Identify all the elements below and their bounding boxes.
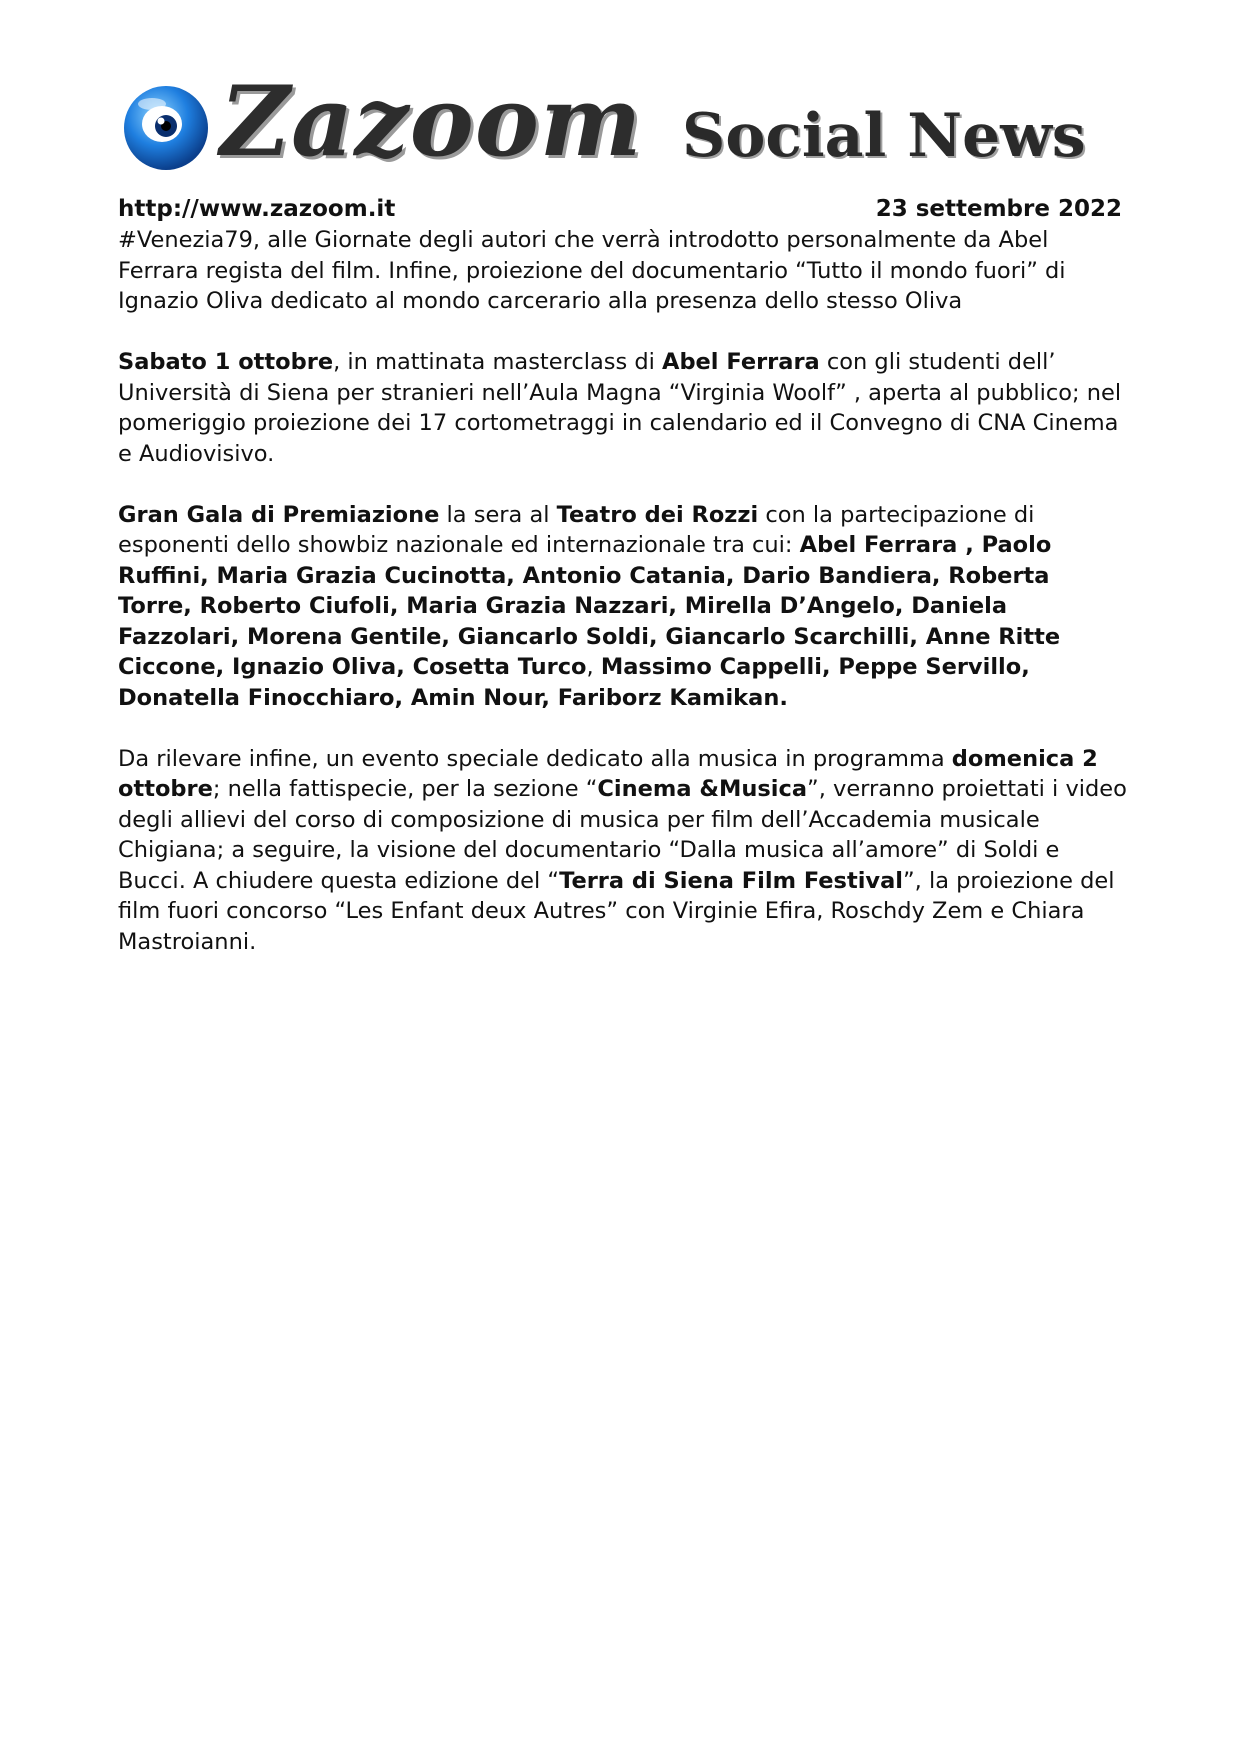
highlight-venue: Teatro dei Rozzi <box>556 501 759 528</box>
paragraph-gala <box>118 500 1128 714</box>
guest-list: Abel Ferrara , Paolo Ruffini, Maria Grazia Cucinotta, Antonio Catania, Dario Bandiera, Roberta Torre, Roberto Ciufoli, Maria Grazia Nazzari, Mirella D’Angelo, Daniela Fazzolari, Morena Gentile, Giancarlo Soldi, Giancarlo Scarchilli, Anne Ritte Ciccone, Ignazio Oliva, Cosetta Turco <box>118 532 1061 680</box>
logo-wordmark: Zazoom <box>220 65 643 178</box>
paragraph-text: , in mattinata masterclass di <box>333 349 663 375</box>
source-url: http://www.zazoom.it <box>118 196 396 222</box>
paragraph-text: con la partecipazione di esponenti dello showbiz nazionale ed internazionale tra cui: <box>118 501 1035 558</box>
paragraph-text: ; nella fattispecie, per la sezione “ <box>212 776 598 802</box>
masthead-logo <box>122 65 1122 178</box>
highlight-date: domenica 2 ottobre <box>118 745 1098 802</box>
paragraph-musica <box>118 744 1128 958</box>
logo-tagline: Social News <box>682 101 1086 171</box>
highlight-festival: Terra di Siena Film Festival <box>559 867 903 894</box>
publication-date: 23 settembre 2022 <box>875 196 1122 222</box>
highlight-section: Cinema &Musica <box>597 776 808 802</box>
guest-list: Massimo Cappelli, Peppe Servillo, Donatella Finocchiaro, Amin Nour, Fariborz Kamikan. <box>118 654 1030 711</box>
highlight-event: Gran Gala di Premiazione <box>118 501 440 528</box>
paragraph-text: ”, verranno proiettati i video degli allievi del corso di composizione di musica per film dell’Accademia musicale Chigiana; a seguire, la visione del documentario “Dalla musica all’amore” di Soldi e Bucci. A chiudere questa edizione del “ <box>118 776 1127 894</box>
paragraph-sabato <box>118 347 1128 469</box>
paragraph-venezia: #Venezia79, alle Giornate degli autori che verrà introdotto personalmente da Abel Ferrara regista del film. Infine, proiezione del documentario “Tutto il mondo fuori” di Ignazio Oliva dedicato al mondo carcerario alla presenza dello stesso Oliva <box>118 227 1066 314</box>
article-meta <box>118 196 1122 228</box>
paragraph-text: ”, la proiezione del film fuori concorso “Les Enfant deux Autres” con Virginie Efira, Roschdy Zem e Chiara Mastroianni. <box>118 867 1115 955</box>
highlight-date: Sabato 1 ottobre <box>118 349 334 375</box>
highlight-name: Abel Ferrara <box>662 349 820 375</box>
article-body <box>118 225 1128 988</box>
eye-ball-icon <box>122 84 210 172</box>
paragraph-text: Da rilevare infine, un evento speciale dedicato alla musica in programma <box>118 745 952 772</box>
paragraph-text: la sera al <box>439 501 557 528</box>
paragraph-text: con gli studenti dell’ Università di Siena per stranieri nell’Aula Magna “Virginia Woolf” , aperta al pubblico; nel pomeriggio proiezione dei 17 cortometraggi in calendario ed il Convegno di CNA Cinema e Audiovisivo. <box>118 349 1122 467</box>
paragraph-text: , <box>586 654 601 680</box>
